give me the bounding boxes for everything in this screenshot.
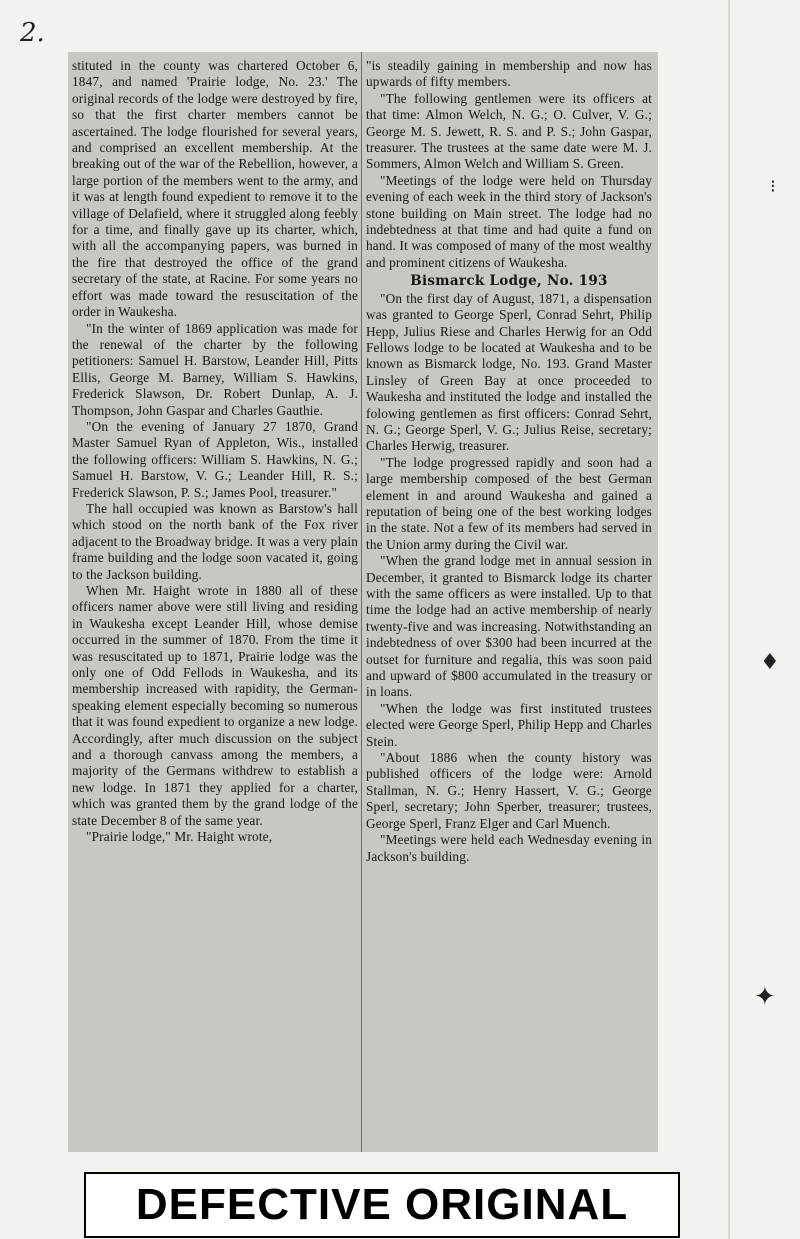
paragraph: "On the first day of August, 1871, a dispensation was granted to George Sperl, Conrad Sehrt, Philip Hepp, Julius Riese and Charles Herwig for an Odd Fellows lodge to be located at Waukesha and to be known as Bismarck lodge, No. 193. Grand Master Linsley of Green Bay at once proceeded to Waukesha and instituted the lodge and installed the folowing gentlemen as first officers: Conrad Sehrt, N. G.; George Sperl, V. G.; Julius Reise, secretary; Charles Herwig, treasurer. bbox=[366, 290, 652, 454]
paragraph: "When the lodge was first instituted trustees elected were George Sperl, Philip Hepp and Charles Stein. bbox=[366, 700, 652, 749]
defective-original-stamp: DEFECTIVE ORIGINAL bbox=[84, 1172, 680, 1238]
paragraph: "The lodge progressed rapidly and soon had a large membership composed of the best German element in and around Waukesha and gained a reputation of being one of the best working lodges in the state. Not a few of its members had served in the Union army during the Civil war. bbox=[366, 454, 652, 552]
paragraph: The hall occupied was known as Barstow's hall which stood on the north bank of the Fox river adjacent to the Broadway bridge. It was a very plain frame building and the lodge soon vacated it, going to the Jackson building. bbox=[72, 500, 358, 582]
margin-ink-blot: ✦ bbox=[754, 982, 776, 1012]
paragraph: stituted in the county was chartered October 6, 1847, and named 'Prairie lodge, No. 23.' The original records of the lodge were destroyed by fire, so that the first charter members cannot be ascertained. The lodge flourished for several years, and comprised an excellent membership. At the breaking out of the war of the Rebellion, however, a large portion of the members went to the army, and it was at length found expedient to remove it to the village of Delafield, where it struggled along feebly for a time, and finally gave up its charter, which, with all the accompanying papers, was burned in the fire that destroyed the office of the grand secretary of the state, at Racine. For some years no effort was made toward the resuscitation of the order in Waukesha. bbox=[72, 58, 358, 320]
right-column bbox=[366, 58, 652, 1148]
page-margin-line bbox=[728, 0, 730, 1239]
margin-ink-mark: ♦ bbox=[760, 650, 780, 675]
paragraph: "In the winter of 1869 application was made for the renewal of the charter by the following petitioners: Samuel H. Barstow, Leander Hill, Pitts Ellis, George M. Barney, William S. Hawkins, Frederick Slawson, Dr. Robert Dunlap, A. J. Thompson, John Gaspar and Charles Gauthie. bbox=[72, 320, 358, 418]
newspaper-clipping bbox=[68, 52, 658, 1152]
paragraph: "The following gentlemen were its officers at that time: Almon Welch, N. G.; O. Culver, V. G.; George M. S. Jewett, R. S. and P. S.; John Gaspar, treasurer. The trustees at the same date were M. J. Sommers, Almon Welch and William S. Green. bbox=[366, 90, 652, 172]
paragraph: "Meetings of the lodge were held on Thursday evening of each week in the third story of Jackson's stone building on Main street. The lodge had no indebtedness at that time and had quite a fund on hand. It was composed of many of the most wealthy and prominent citizens of Waukesha. bbox=[366, 172, 652, 270]
page-number: 2. bbox=[20, 18, 45, 48]
paragraph: "On the evening of January 27 1870, Grand Master Samuel Ryan of Appleton, Wis., installed the following officers: William S. Hawkins, N. G.; Samuel H. Barstow, V. G.; Leander Hill, R. S.; Frederick Slawson, P. S.; James Pool, treasurer." bbox=[72, 418, 358, 500]
paragraph: "Prairie lodge," Mr. Haight wrote, bbox=[86, 829, 273, 845]
section-heading: Bismarck Lodge, No. 193 bbox=[410, 273, 608, 290]
paragraph: "About 1886 when the county history was published officers of the lodge were: Arnold Stallman, N. G.; Henry Hassert, V. G.; George Sperl, secretary; John Sperber, treasurer; trustees, George Sperl, Franz Elger and Carl Muench. bbox=[366, 750, 652, 831]
column-divider bbox=[361, 52, 362, 1152]
paragraph: "When the grand lodge met in annual session in December, it granted to Bismarck lodge its charter with the same officers as were installed. Up to that time the lodge had an active membership of nearly twenty-five and was increasing. Notwithstanding an indebtedness of over $300 had been incurred at the outset for furniture and regalia, this was soon paid and upward of $800 accumulated in the treasury or in loans. bbox=[366, 553, 652, 700]
paragraph: "is steadily gaining in membership and now has upwards of fifty members. bbox=[366, 58, 652, 90]
paragraph: When Mr. Haight wrote in 1880 all of these officers namer above were still living and residing in Waukesha except Leander Hill, whose demise occurred in the summer of 1870. From the time it was resuscitated up to 1871, Prairie lodge was the only one of Odd Fellods in Waukesha, and its membership increased with rapidity, the German-speaking element especially becoming so numerous that it was found expedient to organize a new lodge. Accordingly, after much discussion on the subject and a thorough canvass among the members, a majority of the Germans withdrew to establish a new lodge. In 1871 they applied for a charter, which was granted them by the grand lodge of the state December 8 of the same year. bbox=[72, 583, 358, 828]
margin-tick-mark: ⁝ bbox=[770, 176, 776, 197]
left-column bbox=[72, 58, 358, 1148]
paragraph: "Meetings were held each Wednesday evening in Jackson's building. bbox=[366, 832, 652, 864]
